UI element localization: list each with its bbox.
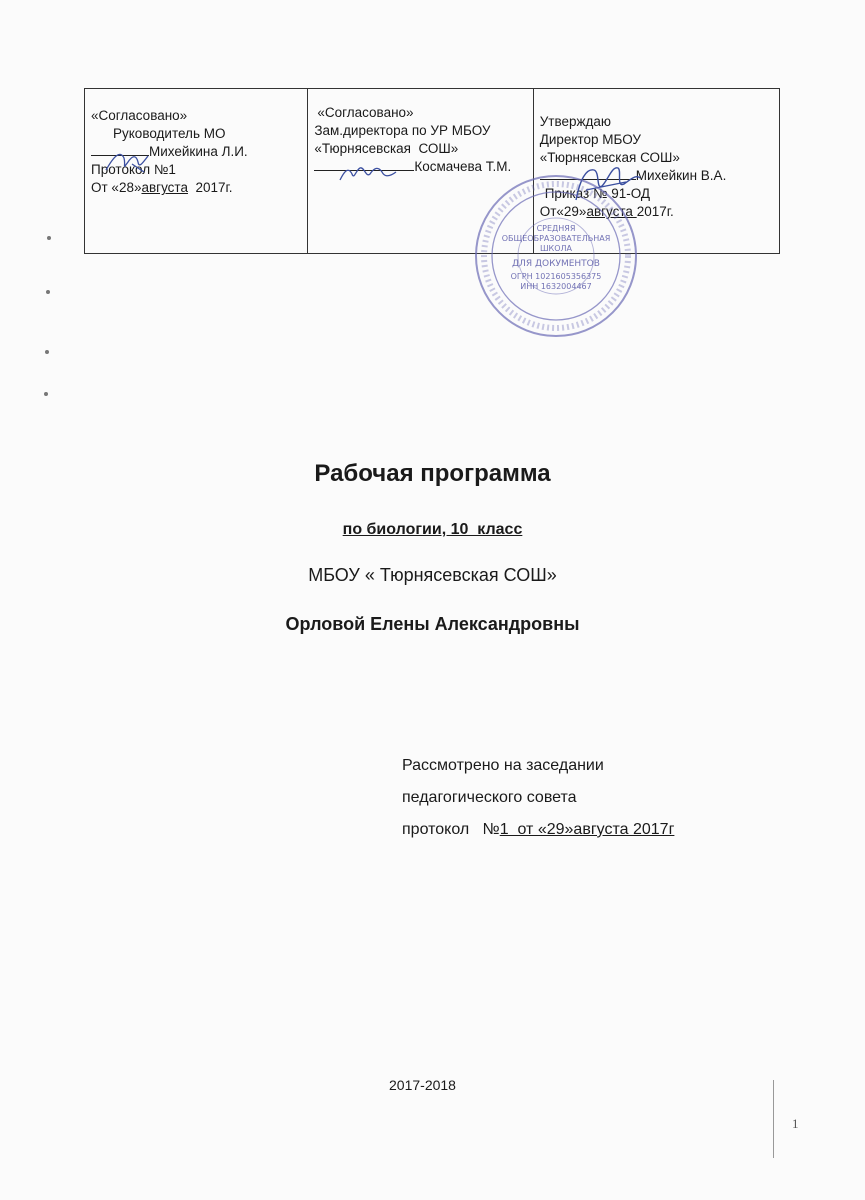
approval-name: Космачева Т.М. bbox=[414, 159, 512, 174]
protocol-details: 1 от «29»августа 2017г bbox=[499, 821, 675, 838]
page-edge-line bbox=[773, 1080, 774, 1158]
date-month: августа bbox=[586, 204, 637, 219]
stamp-line: ШКОЛА bbox=[539, 244, 573, 253]
stamp-rings bbox=[472, 172, 640, 340]
official-stamp bbox=[472, 172, 640, 340]
subject-text: по биологии, 10 класс bbox=[342, 521, 523, 538]
approval-name: Михейкина Л.И. bbox=[149, 144, 248, 159]
stamp-line: ОГРН 1021605356375 bbox=[510, 272, 602, 281]
teacher-name: Орловой Елены Александровны bbox=[285, 614, 580, 634]
approval-role: Директор МБОУ bbox=[539, 132, 642, 147]
stamp-line: ОБЩЕОБРАЗОВАТЕЛЬНАЯ bbox=[501, 234, 611, 243]
date-prefix: От «28» bbox=[91, 180, 142, 195]
approval-heading: «Согласовано» bbox=[317, 105, 414, 120]
approval-heading: Утверждаю bbox=[539, 114, 612, 129]
reviewed-line: Рассмотрено на заседании bbox=[402, 757, 604, 774]
approval-table bbox=[84, 88, 780, 254]
approval-role: Зам.директора по УР МБОУ bbox=[314, 123, 491, 138]
binding-hole bbox=[44, 392, 48, 396]
reviewed-line: педагогического совета bbox=[402, 789, 577, 806]
protocol-prefix: протокол № bbox=[402, 821, 500, 838]
date-prefix: От«29» bbox=[539, 204, 587, 219]
binding-hole bbox=[45, 350, 49, 354]
signature-kosmacheva bbox=[336, 160, 406, 186]
reviewed-protocol bbox=[402, 814, 674, 846]
date-year: 2017г. bbox=[636, 204, 674, 219]
approval-protocol: Протокол №1 bbox=[91, 162, 176, 177]
date-year: 2017г. bbox=[187, 180, 233, 195]
document-title: Рабочая программа bbox=[314, 460, 551, 487]
approval-school: «Тюрнясевская СОШ» bbox=[539, 150, 680, 165]
page-number: 1 bbox=[792, 1116, 799, 1131]
approval-heading: «Согласовано» bbox=[91, 108, 188, 123]
approval-school: «Тюрнясевская СОШ» bbox=[314, 141, 459, 156]
date-month: августа bbox=[141, 180, 188, 195]
school-name: МБОУ « Тюрнясевская СОШ» bbox=[308, 565, 557, 585]
academic-year: 2017-2018 bbox=[389, 1077, 456, 1093]
approval-role: Руководитель МО bbox=[113, 126, 226, 141]
document-subject bbox=[0, 521, 865, 539]
approval-order: Приказ № 91-ОД bbox=[544, 186, 651, 201]
binding-hole bbox=[46, 290, 50, 294]
approval-name: Михейкин В.А. bbox=[635, 168, 727, 183]
binding-hole bbox=[47, 236, 51, 240]
signature-mikheykina bbox=[102, 146, 162, 178]
reviewed-block bbox=[402, 750, 674, 846]
stamp-line: ИНН 1632004467 bbox=[520, 282, 592, 291]
approval-date bbox=[91, 179, 301, 197]
stamp-line: ДЛЯ ДОКУМЕНТОВ bbox=[512, 259, 600, 269]
stamp-line: СРЕДНЯЯ bbox=[536, 224, 576, 233]
